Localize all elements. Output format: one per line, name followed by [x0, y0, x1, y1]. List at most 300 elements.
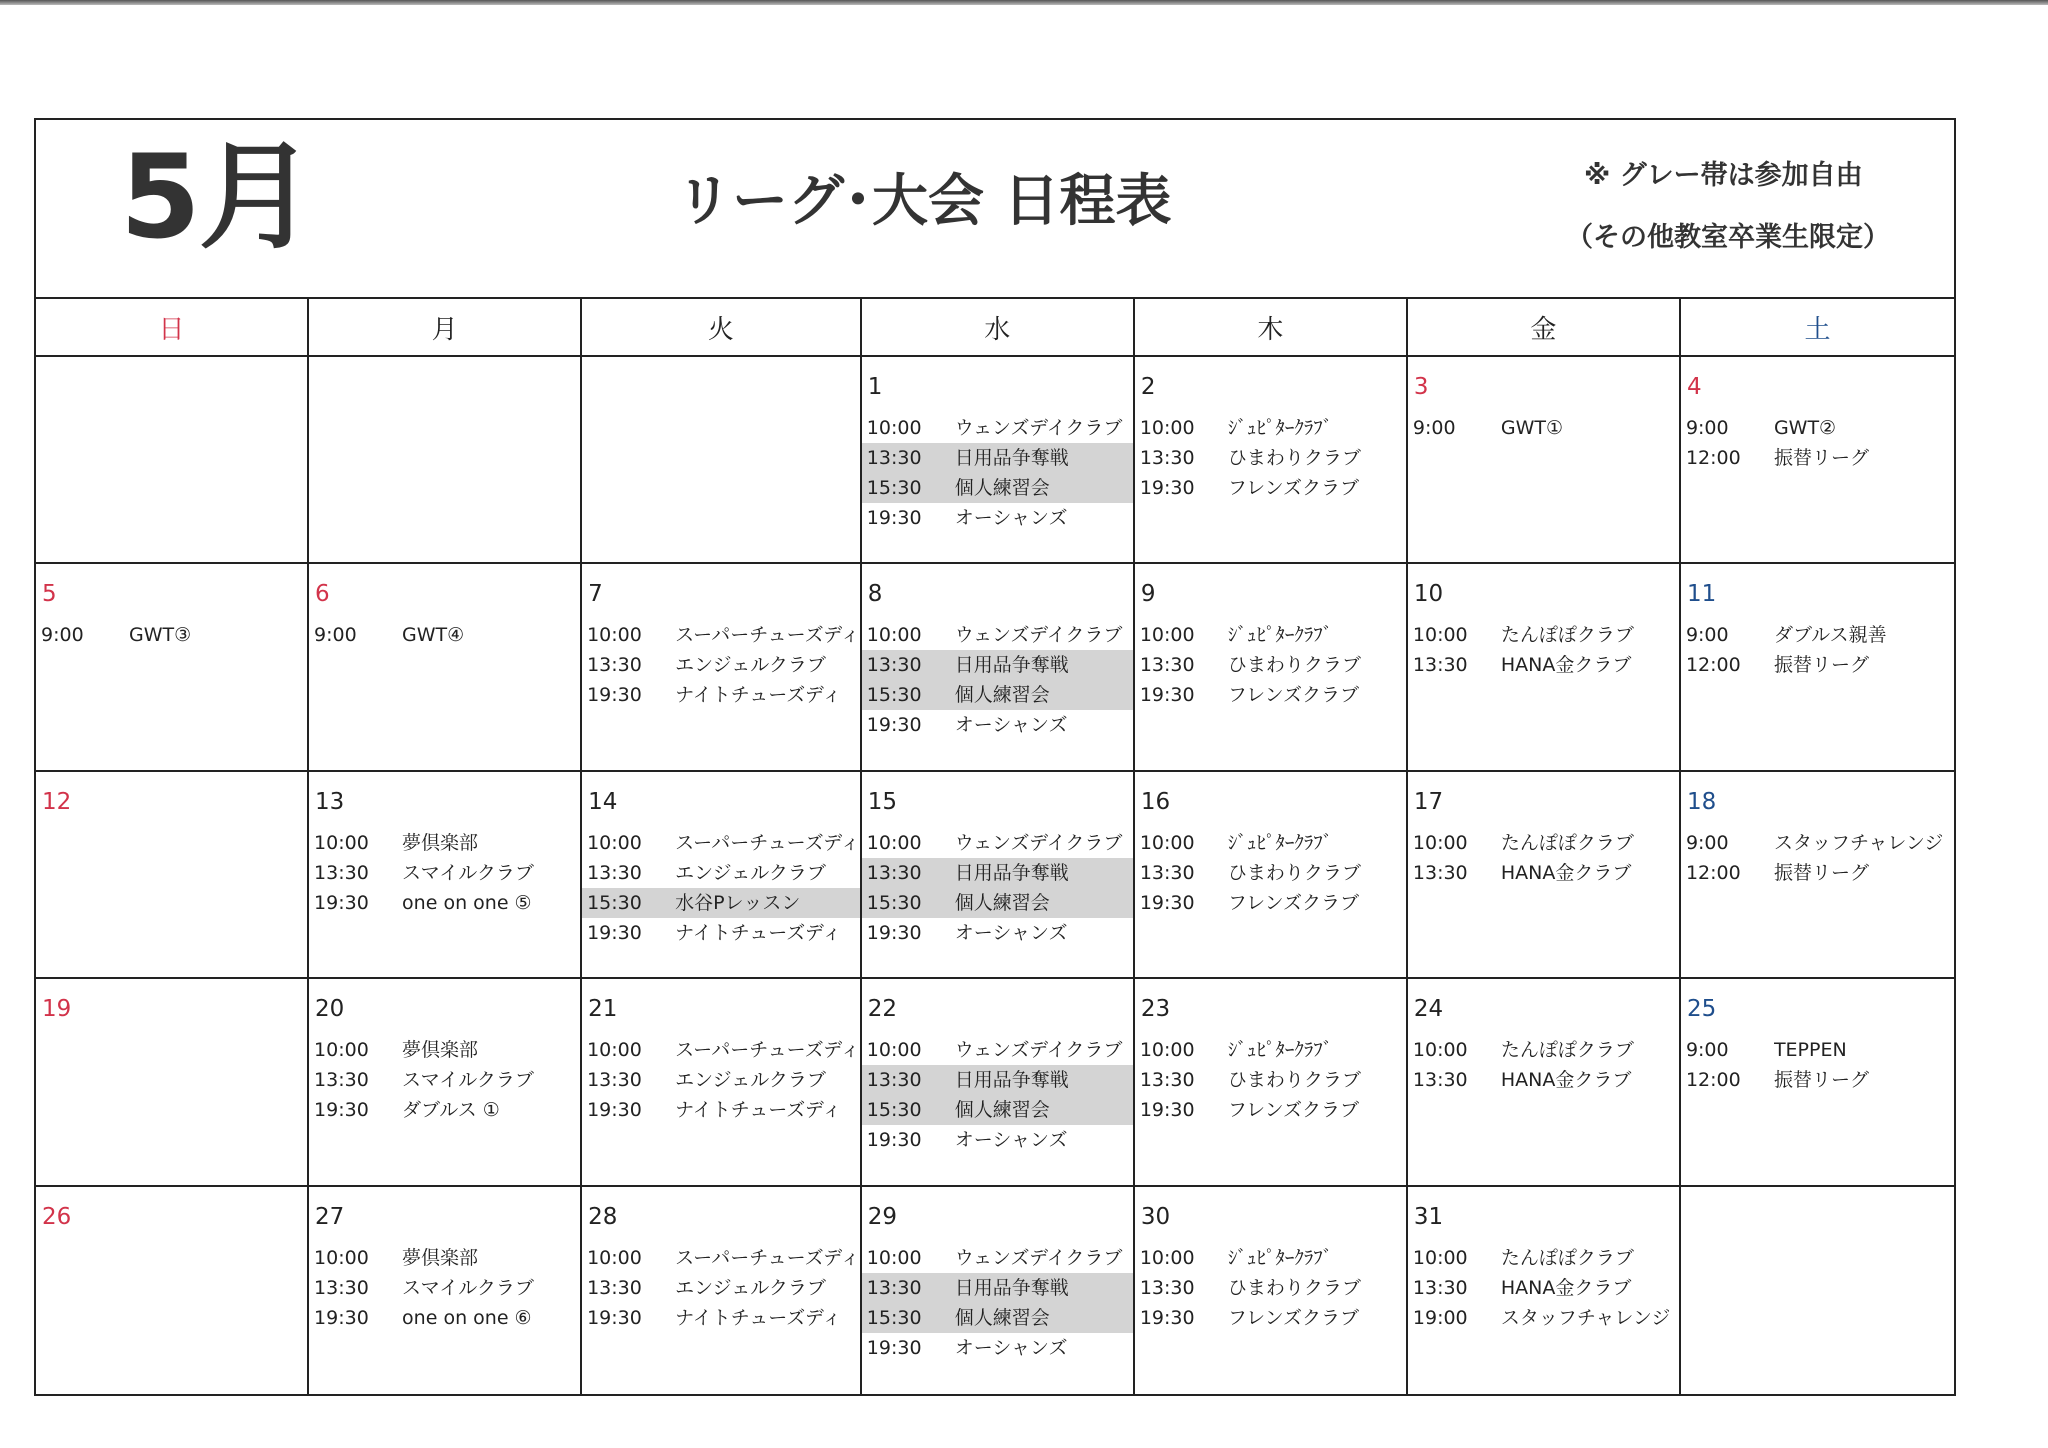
day-cell: [36, 1187, 309, 1394]
day-number: 7: [588, 581, 603, 608]
event-time: 19:30: [1139, 684, 1195, 707]
event-name: フレンズクラブ: [1227, 1099, 1360, 1122]
weekday-header: 木: [1135, 299, 1408, 357]
event-row: [1135, 1273, 1406, 1303]
event-name: 個人練習会: [954, 684, 1050, 707]
event-row: [1681, 1065, 1954, 1095]
event-row: [309, 828, 580, 858]
event-list: [1681, 620, 1954, 680]
event-time: 19:30: [587, 1306, 642, 1329]
event-time: 13:30: [1139, 1069, 1195, 1092]
event-time: 19:30: [1139, 891, 1195, 914]
event-list: [1135, 1035, 1406, 1125]
event-list: [582, 620, 860, 710]
event-list: [1135, 1243, 1406, 1333]
event-name: ひまわりクラブ: [1227, 447, 1361, 469]
day-number: 4: [1686, 374, 1702, 400]
event-time: 10:00: [1412, 1039, 1468, 1062]
event-time: 13:30: [1139, 1276, 1195, 1299]
event-list: [309, 1243, 580, 1333]
event-row: [309, 1303, 580, 1333]
day-number: 23: [1140, 996, 1171, 1023]
event-name: ウェンズデイクラブ: [954, 1246, 1123, 1269]
event-row: [582, 680, 860, 710]
empty-day-cell: [36, 357, 309, 564]
day-cell: [862, 564, 1135, 771]
day-number: 15: [867, 788, 898, 815]
event-time: 15:30: [866, 477, 922, 499]
page-title: リーグ･大会 日程表: [676, 169, 1172, 234]
event-name: ウェンズデイクラブ: [954, 831, 1123, 854]
event-name: 個人練習会: [954, 891, 1050, 914]
event-name: フレンズクラブ: [1227, 1306, 1360, 1329]
event-time: 19:30: [314, 1099, 369, 1122]
event-row: [1681, 413, 1954, 443]
event-row: [1135, 650, 1406, 680]
event-name: スーパーチューズディ: [675, 1039, 860, 1062]
event-name: GWT②: [1773, 417, 1837, 439]
event-time: 10:00: [1139, 417, 1195, 439]
event-row: [1135, 1095, 1406, 1125]
empty-day-cell: [309, 357, 582, 564]
event-name: フレンズクラブ: [1227, 891, 1360, 914]
event-time: 9:00: [1685, 417, 1729, 439]
day-cell: [1681, 979, 1954, 1186]
event-name: ひまわりクラブ: [1227, 1276, 1361, 1299]
event-row: [862, 710, 1133, 740]
event-name: 振替リーグ: [1773, 447, 1869, 469]
event-name: ウェンズデイクラブ: [954, 624, 1123, 647]
schedule-header: [36, 120, 1954, 299]
event-name: オーシャンズ: [954, 1336, 1068, 1359]
event-row: [309, 1065, 580, 1095]
day-number: 14: [588, 788, 618, 815]
day-number: 3: [1413, 374, 1429, 400]
event-list: [862, 828, 1133, 948]
event-name: HANA金クラブ: [1500, 1276, 1632, 1299]
event-time: 19:30: [587, 921, 642, 944]
day-number: 26: [42, 1203, 72, 1230]
event-name: スーパーチューズディ: [675, 624, 860, 647]
event-time: 13:30: [314, 861, 369, 884]
schedule-sheet: [34, 118, 1956, 1396]
event-time: 10:00: [314, 1039, 369, 1062]
day-cell: [1408, 979, 1681, 1186]
event-time: 10:00: [587, 1039, 642, 1062]
event-list: [1681, 413, 1954, 473]
event-name: ｼﾞｭﾋﾟﾀｰｸﾗﾌﾞ: [1227, 624, 1333, 647]
day-cell: [1135, 979, 1408, 1186]
event-time: 10:00: [314, 1246, 369, 1269]
event-name: 個人練習会: [954, 477, 1050, 499]
event-row: [1681, 443, 1954, 473]
event-list: [1408, 620, 1679, 680]
day-cell: [1135, 772, 1408, 979]
day-number: 22: [867, 996, 898, 1023]
event-row: [1408, 1273, 1679, 1303]
event-row: [862, 473, 1133, 503]
event-name: 夢倶楽部: [402, 1039, 479, 1062]
event-row: [862, 858, 1133, 888]
event-name: 日用品争奪戦: [954, 861, 1069, 884]
day-number: 10: [1413, 581, 1444, 608]
event-name: スタッフチャレンジ: [1500, 1306, 1671, 1329]
day-cell: [1135, 357, 1408, 564]
event-list: [862, 413, 1133, 533]
event-row: [582, 828, 860, 858]
event-row: [582, 650, 860, 680]
event-name: ナイトチューズディ: [675, 921, 842, 944]
calendar-grid: [36, 299, 1954, 1394]
event-row: [862, 1095, 1133, 1125]
event-row: [309, 620, 580, 650]
day-number: 30: [1140, 1203, 1171, 1230]
event-name: たんぽぽクラブ: [1500, 1039, 1634, 1062]
event-row: [1681, 828, 1954, 858]
event-row: [582, 1035, 860, 1065]
event-row: [1408, 1303, 1679, 1333]
event-list: [1408, 1243, 1679, 1333]
event-row: [1408, 828, 1679, 858]
day-cell: [1408, 772, 1681, 979]
event-row: [582, 620, 860, 650]
event-row: [309, 1095, 580, 1125]
event-name: one on one ⑤: [402, 891, 532, 914]
event-time: 10:00: [1139, 624, 1195, 647]
event-name: オーシャンズ: [954, 714, 1068, 737]
event-name: たんぽぽクラブ: [1500, 1246, 1634, 1269]
day-number: 31: [1413, 1203, 1444, 1230]
event-row: [1135, 1303, 1406, 1333]
event-row: [862, 1273, 1133, 1303]
event-name: スーパーチューズディ: [675, 1246, 860, 1269]
event-row: [862, 443, 1133, 473]
day-cell: [1408, 357, 1681, 564]
event-time: 13:30: [866, 447, 922, 469]
event-list: [1135, 828, 1406, 918]
day-cell: [862, 357, 1135, 564]
event-row: [1135, 888, 1406, 918]
event-name: ナイトチューズディ: [675, 1306, 842, 1329]
event-name: ひまわりクラブ: [1227, 861, 1361, 884]
event-row: [1135, 473, 1406, 503]
weekday-header: 土: [1681, 299, 1954, 357]
event-time: 10:00: [1412, 624, 1468, 647]
event-time: 9:00: [1685, 831, 1729, 854]
event-time: 9:00: [1685, 1039, 1729, 1062]
event-time: 10:00: [1139, 831, 1195, 854]
event-row: [309, 888, 580, 918]
scan-edge: [0, 0, 2048, 5]
day-cell: [1408, 1187, 1681, 1394]
event-row: [309, 1035, 580, 1065]
event-time: 13:30: [587, 1069, 642, 1092]
event-time: 19:30: [866, 507, 922, 529]
event-list: [862, 1243, 1133, 1363]
day-cell: [309, 564, 582, 771]
event-time: 9:00: [1412, 417, 1456, 439]
event-row: [1408, 1065, 1679, 1095]
event-time: 19:30: [314, 1306, 369, 1329]
event-name: フレンズクラブ: [1227, 477, 1360, 499]
event-row: [582, 918, 860, 948]
event-time: 10:00: [866, 417, 922, 439]
day-cell: [582, 772, 862, 979]
event-name: エンジェルクラブ: [675, 1276, 826, 1299]
note-line-1: ※ グレー帯は参加自由: [1584, 160, 1863, 191]
event-time: 12:00: [1685, 447, 1741, 469]
event-row: [862, 1303, 1133, 1333]
event-time: 19:30: [587, 1099, 642, 1122]
event-name: 水谷Pレッスン: [675, 891, 801, 914]
event-list: [862, 1035, 1133, 1155]
event-row: [862, 888, 1133, 918]
event-name: 日用品争奪戦: [954, 1276, 1069, 1299]
event-list: [582, 1243, 860, 1333]
day-number: 5: [42, 581, 57, 608]
event-time: 13:30: [1412, 861, 1468, 884]
event-row: [582, 1065, 860, 1095]
event-list: [309, 1035, 580, 1125]
event-row: [582, 858, 860, 888]
day-number: 6: [315, 581, 330, 608]
event-list: [1135, 413, 1406, 503]
event-time: 13:30: [866, 1276, 922, 1299]
event-name: 日用品争奪戦: [954, 654, 1069, 677]
event-name: ダブルス ①: [402, 1099, 500, 1122]
event-name: スーパーチューズディ: [675, 831, 860, 854]
empty-day-cell: [1681, 1187, 1954, 1394]
event-name: 振替リーグ: [1773, 654, 1869, 677]
event-time: 12:00: [1685, 654, 1741, 677]
event-time: 10:00: [866, 831, 922, 854]
event-row: [309, 1243, 580, 1273]
day-cell: [582, 1187, 862, 1394]
day-cell: [309, 979, 582, 1186]
event-list: [309, 828, 580, 918]
event-list: [582, 1035, 860, 1125]
day-number: 11: [1686, 581, 1717, 608]
day-cell: [309, 1187, 582, 1394]
event-row: [582, 1095, 860, 1125]
event-name: 夢倶楽部: [402, 1246, 479, 1269]
event-name: ｼﾞｭﾋﾟﾀｰｸﾗﾌﾞ: [1227, 417, 1333, 439]
event-time: 13:30: [866, 1069, 922, 1092]
event-time: 13:30: [1412, 654, 1468, 677]
event-list: [862, 620, 1133, 740]
day-number: 8: [867, 581, 883, 608]
event-row: [1135, 828, 1406, 858]
event-row: [1408, 650, 1679, 680]
day-cell: [582, 564, 862, 771]
event-time: 19:30: [1139, 1306, 1195, 1329]
day-number: 19: [42, 996, 72, 1023]
day-number: 1: [867, 374, 883, 400]
event-name: 個人練習会: [954, 1306, 1050, 1329]
event-name: ナイトチューズディ: [675, 684, 842, 707]
event-row: [1681, 1035, 1954, 1065]
event-name: ひまわりクラブ: [1227, 1069, 1361, 1092]
event-row: [862, 1333, 1133, 1363]
event-time: 9:00: [314, 624, 357, 647]
event-row: [1408, 620, 1679, 650]
event-time: 9:00: [41, 624, 84, 647]
weekday-header: 金: [1408, 299, 1681, 357]
event-row: [862, 1035, 1133, 1065]
day-cell: [1681, 564, 1954, 771]
event-time: 13:30: [1412, 1276, 1468, 1299]
event-name: ｼﾞｭﾋﾟﾀｰｸﾗﾌﾞ: [1227, 1039, 1333, 1062]
day-number: 24: [1413, 996, 1444, 1023]
event-time: 10:00: [1412, 831, 1468, 854]
weekday-header: 火: [582, 299, 862, 357]
event-time: 19:30: [1139, 1099, 1195, 1122]
day-number: 20: [315, 996, 345, 1023]
event-name: ひまわりクラブ: [1227, 654, 1361, 677]
event-time: 19:30: [866, 1129, 922, 1152]
event-row: [862, 828, 1133, 858]
event-name: HANA金クラブ: [1500, 861, 1632, 884]
day-number: 27: [315, 1203, 345, 1230]
event-time: 13:30: [587, 861, 642, 884]
event-time: 9:00: [1685, 624, 1729, 647]
event-row: [862, 1243, 1133, 1273]
event-time: 10:00: [587, 1246, 642, 1269]
event-row: [862, 1125, 1133, 1155]
event-row: [862, 650, 1133, 680]
event-row: [1408, 858, 1679, 888]
event-name: オーシャンズ: [954, 1129, 1068, 1152]
event-name: ダブルス親善: [1773, 624, 1887, 647]
event-row: [1135, 1243, 1406, 1273]
event-row: [1681, 650, 1954, 680]
event-row: [862, 1065, 1133, 1095]
event-time: 15:30: [866, 684, 922, 707]
event-time: 15:30: [866, 1099, 922, 1122]
event-row: [862, 918, 1133, 948]
event-row: [1135, 620, 1406, 650]
day-cell: [862, 772, 1135, 979]
event-list: [1408, 1035, 1679, 1095]
event-time: 13:30: [587, 1276, 642, 1299]
day-number: 25: [1686, 996, 1717, 1023]
event-time: 19:30: [866, 714, 922, 737]
event-row: [1408, 1035, 1679, 1065]
weekday-header: 水: [862, 299, 1135, 357]
event-name: HANA金クラブ: [1500, 654, 1632, 677]
event-name: 日用品争奪戦: [954, 1069, 1069, 1092]
note-line-2: （その他教室卒業生限定）: [1566, 222, 1890, 253]
event-list: [1681, 1035, 1954, 1095]
day-number: 12: [42, 788, 72, 815]
event-row: [36, 620, 307, 650]
event-name: 夢倶楽部: [402, 831, 479, 854]
event-row: [1135, 1035, 1406, 1065]
event-name: one on one ⑥: [402, 1306, 532, 1329]
day-number: 13: [315, 788, 345, 815]
event-time: 15:30: [866, 891, 922, 914]
event-time: 19:30: [314, 891, 369, 914]
event-time: 13:30: [587, 654, 642, 677]
event-time: 10:00: [866, 1039, 922, 1062]
event-row: [862, 503, 1133, 533]
event-name: フレンズクラブ: [1227, 684, 1360, 707]
event-time: 19:30: [587, 684, 642, 707]
event-list: [36, 620, 307, 650]
day-cell: [1408, 564, 1681, 771]
event-time: 13:30: [314, 1069, 369, 1092]
event-time: 13:30: [866, 861, 922, 884]
event-time: 15:30: [866, 1306, 922, 1329]
event-time: 13:30: [314, 1276, 369, 1299]
event-name: GWT①: [1500, 417, 1564, 439]
day-number: 18: [1686, 788, 1717, 815]
event-time: 10:00: [1412, 1246, 1468, 1269]
event-list: [309, 620, 580, 650]
event-row: [862, 680, 1133, 710]
event-name: エンジェルクラブ: [675, 1069, 826, 1092]
event-row: [1135, 680, 1406, 710]
event-time: 12:00: [1685, 861, 1741, 884]
event-row: [582, 888, 860, 918]
day-cell: [1135, 1187, 1408, 1394]
event-time: 10:00: [866, 1246, 922, 1269]
event-row: [862, 413, 1133, 443]
day-number: 16: [1140, 788, 1171, 815]
event-time: 13:30: [1139, 654, 1195, 677]
event-list: [1681, 828, 1954, 888]
event-name: スマイルクラブ: [402, 1276, 534, 1299]
event-time: 10:00: [587, 831, 642, 854]
event-time: 13:30: [1139, 861, 1195, 884]
event-name: エンジェルクラブ: [675, 861, 826, 884]
event-name: ナイトチューズディ: [675, 1099, 842, 1122]
event-time: 12:00: [1685, 1069, 1741, 1092]
weekday-header: 日: [36, 299, 309, 357]
month-label: 5月: [120, 130, 313, 265]
event-name: 個人練習会: [954, 1099, 1050, 1122]
event-list: [582, 828, 860, 948]
event-name: ウェンズデイクラブ: [954, 417, 1123, 439]
day-cell: [862, 1187, 1135, 1394]
event-list: [1135, 620, 1406, 710]
day-cell: [862, 979, 1135, 1186]
event-row: [309, 858, 580, 888]
event-row: [862, 620, 1133, 650]
event-row: [582, 1243, 860, 1273]
event-name: オーシャンズ: [954, 921, 1068, 944]
weekday-header: 月: [309, 299, 582, 357]
event-name: ｼﾞｭﾋﾟﾀｰｸﾗﾌﾞ: [1227, 831, 1333, 854]
day-number: 2: [1140, 374, 1156, 400]
event-row: [1135, 858, 1406, 888]
event-name: たんぽぽクラブ: [1500, 624, 1634, 647]
day-number: 28: [588, 1203, 618, 1230]
day-cell: [36, 564, 309, 771]
event-time: 13:30: [866, 654, 922, 677]
day-number: 17: [1413, 788, 1444, 815]
day-cell: [1135, 564, 1408, 771]
event-name: 振替リーグ: [1773, 861, 1869, 884]
event-row: [1681, 858, 1954, 888]
event-time: 13:30: [1412, 1069, 1468, 1092]
event-name: エンジェルクラブ: [675, 654, 826, 677]
event-row: [309, 1273, 580, 1303]
day-cell: [1681, 772, 1954, 979]
event-row: [1408, 1243, 1679, 1273]
event-name: スタッフチャレンジ: [1773, 831, 1944, 854]
event-time: 19:30: [866, 1336, 922, 1359]
